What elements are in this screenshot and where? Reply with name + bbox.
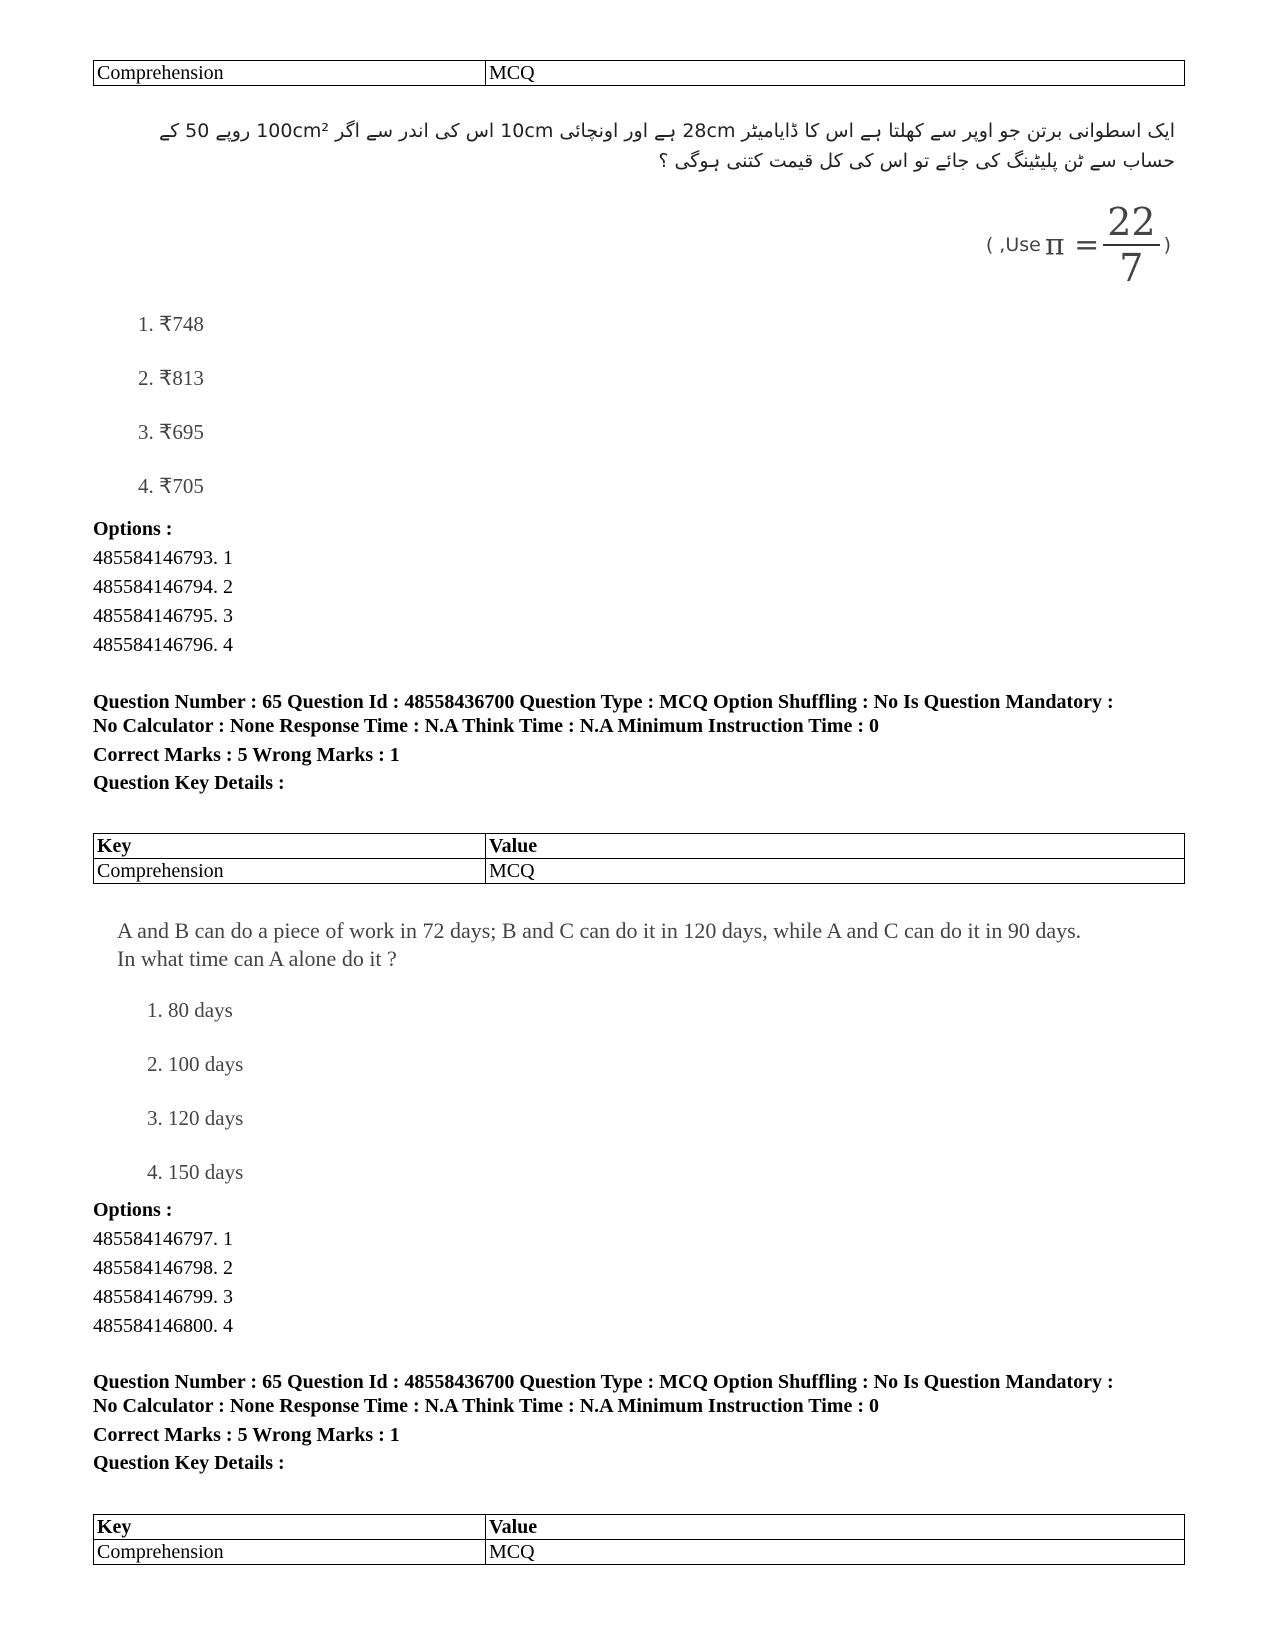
question-2-choices [147, 998, 243, 1214]
question-meta-line-1: Question Number : 65 Question Id : 48558436700 Question Type : MCQ Option Shuffling : No Is Question Mandatory : [93, 691, 1114, 713]
question-1-text-line-2: حساب سے ٹن پلیٹینگ کی جائے تو اس کی کل قیمت کتنی ہوگی ؟ [658, 150, 1175, 172]
question-2-line-1: A and B can do a piece of work in 72 days; B and C can do it in 120 days, while A and C can do it in 90 days. [117, 918, 1082, 943]
option-id: 485584146797. 1 [93, 1228, 233, 1250]
pi-hint-close: ) [1163, 234, 1171, 256]
table-cell-value: MCQ [486, 61, 1185, 86]
question-3-meta [93, 1370, 1185, 1475]
question-1-options [93, 515, 233, 660]
table-header-value: Value [486, 1515, 1185, 1540]
options-label: Options : [93, 1199, 173, 1221]
question-meta-line-2: No Calculator : None Response Time : N.A Think Time : N.A Minimum Instruction Time : 0 [93, 1395, 879, 1417]
question-key-details-label: Question Key Details : [93, 1452, 285, 1474]
fraction-numerator: 22 [1103, 200, 1159, 246]
options-label: Options : [93, 518, 173, 540]
table-row [94, 61, 1185, 86]
question-key-details-label: Question Key Details : [93, 772, 285, 794]
fraction-denominator: 7 [1119, 246, 1144, 290]
table-header-row [94, 1515, 1185, 1540]
question-1-choices [138, 312, 204, 528]
pi-hint [986, 200, 1171, 290]
question-2-options [93, 1196, 233, 1341]
question-marks: Correct Marks : 5 Wrong Marks : 1 [93, 744, 400, 766]
question-2-key-table [93, 833, 1185, 884]
table-cell-key: Comprehension [94, 61, 486, 86]
pi-symbol: π = [1044, 227, 1100, 263]
pi-fraction [1103, 200, 1159, 290]
table-cell-value: MCQ [486, 859, 1185, 884]
top-key-table [93, 60, 1185, 86]
question-1-body [93, 116, 1185, 176]
choice-2: 2. 100 days [147, 1052, 244, 1076]
option-id: 485584146793. 1 [93, 547, 233, 569]
question-2-text [117, 917, 1185, 973]
table-row [94, 1540, 1185, 1565]
option-id: 485584146799. 3 [93, 1286, 233, 1308]
table-cell-key: Comprehension [94, 1540, 486, 1565]
option-id: 485584146795. 3 [93, 605, 233, 627]
table-header-row [94, 834, 1185, 859]
pi-hint-open: ( ,Use [985, 234, 1041, 256]
table-row [94, 859, 1185, 884]
choice-4: 4. 150 days [147, 1160, 244, 1184]
question-3-key-table [93, 1514, 1185, 1565]
option-id: 485584146798. 2 [93, 1257, 233, 1279]
question-2-line-2: In what time can A alone do it ? [117, 946, 397, 971]
option-id: 485584146800. 4 [93, 1315, 233, 1337]
question-1-text-line-1: ایک اسطوانی برتن جو اوپر سے کھلتا ہے اس کا ڈایامیٹر 28cm ہے اور اونچائی 10cm اس کی اندر سے اگر 100cm² روپے 50 کے [158, 120, 1175, 142]
table-header-key: Key [94, 834, 486, 859]
choice-4: 4. ₹705 [138, 474, 204, 498]
table-cell-key: Comprehension [94, 859, 486, 884]
table-header-key: Key [94, 1515, 486, 1540]
choice-3: 3. ₹695 [138, 420, 204, 444]
question-meta-line-1: Question Number : 65 Question Id : 48558436700 Question Type : MCQ Option Shuffling : No Is Question Mandatory : [93, 1371, 1114, 1393]
choice-3: 3. 120 days [147, 1106, 244, 1130]
question-2-meta [93, 690, 1185, 795]
question-meta-line-2: No Calculator : None Response Time : N.A Think Time : N.A Minimum Instruction Time : 0 [93, 715, 879, 737]
question-marks: Correct Marks : 5 Wrong Marks : 1 [93, 1424, 400, 1446]
table-header-value: Value [486, 834, 1185, 859]
choice-1: 1. 80 days [147, 998, 233, 1022]
option-id: 485584146796. 4 [93, 634, 233, 656]
choice-2: 2. ₹813 [138, 366, 204, 390]
table-cell-value: MCQ [486, 1540, 1185, 1565]
choice-1: 1. ₹748 [138, 312, 204, 336]
option-id: 485584146794. 2 [93, 576, 233, 598]
